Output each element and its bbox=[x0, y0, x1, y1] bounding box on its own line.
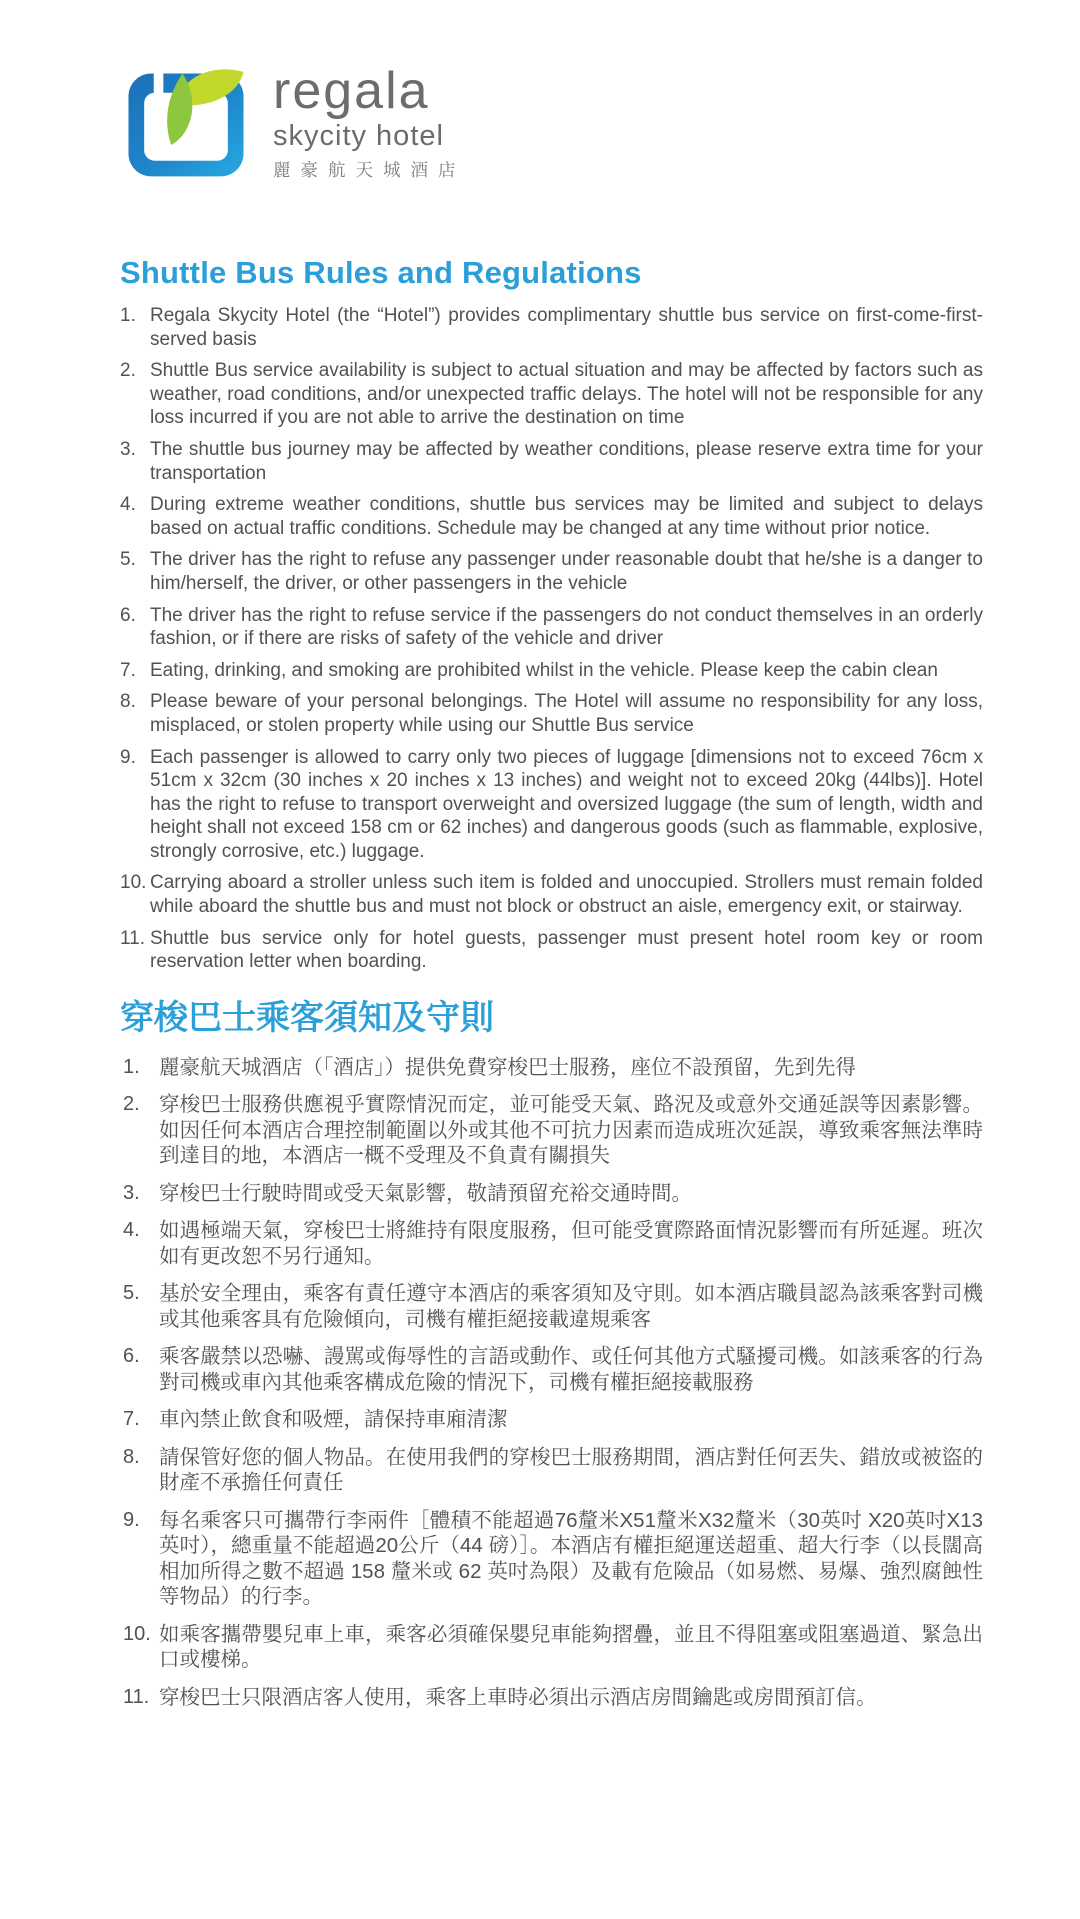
rule-item bbox=[120, 1281, 983, 1332]
rule-text: Please beware of your personal belongings. The Hotel will assume no responsibility for any loss, misplaced, or stolen property while using our Shuttle Bus service bbox=[150, 691, 983, 736]
rule-item bbox=[120, 1092, 983, 1169]
rule-text: The driver has the right to refuse any passenger under reasonable doubt that he/she is a danger to him/herself, the driver, or other passengers in the vehicle bbox=[150, 549, 983, 594]
rule-item bbox=[120, 1622, 983, 1673]
brand-subtitle: skycity hotel bbox=[273, 120, 444, 152]
hotel-logo-icon bbox=[125, 58, 247, 178]
rule-item bbox=[120, 1508, 983, 1610]
rule-text: Shuttle bus service only for hotel guests, passenger must present hotel room key or room reservation letter when boarding. bbox=[150, 927, 983, 973]
rule-number: 9. bbox=[123, 1508, 140, 1531]
brand-text-block bbox=[273, 58, 466, 181]
rule-item bbox=[120, 1407, 983, 1433]
rule-item bbox=[120, 746, 983, 864]
rule-text: 車內禁止飲食和吸煙，請保持車廂清潔 bbox=[159, 1408, 508, 1432]
rule-text: 乘客嚴禁以恐嚇、謾駡或侮辱性的言語或動作、或任何其他方式騷擾司機。如該乘客的行為對司機或車內其他乘客構成危險的情況下，司機有權拒絕接載服務 bbox=[159, 1345, 983, 1394]
rule-number: 8. bbox=[123, 1445, 140, 1468]
rule-number: 8. bbox=[120, 691, 136, 713]
rule-text: During extreme weather conditions, shuttle bus services may be limited and subject to delays based on actual traffic conditions. Schedule may be changed at any time without prior notice. bbox=[150, 494, 983, 539]
rule-number: 5. bbox=[123, 1282, 140, 1305]
rule-text: Regala Skycity Hotel (the “Hotel”) provides complimentary shuttle bus service on first-come-first-served basis bbox=[150, 305, 983, 350]
rule-text: The shuttle bus journey may be affected by weather conditions, please reserve extra time for your transportation bbox=[150, 438, 983, 484]
brand-chinese-name: 麗豪航天城酒店 bbox=[273, 160, 466, 180]
english-rule-list bbox=[120, 304, 983, 974]
rule-text: 如遇極端天氣，穿梭巴士將維持有限度服務，但可能受實際路面情況影響而有所延遲。班次如有更改恕不另行通知。 bbox=[159, 1219, 983, 1268]
rule-item bbox=[120, 1445, 983, 1496]
rule-number: 3. bbox=[123, 1181, 140, 1204]
rule-item bbox=[120, 548, 983, 595]
rule-item bbox=[120, 304, 983, 351]
rule-text: Carrying aboard a stroller unless such item is folded and unoccupied. Strollers must remain folded while aboard the shuttle bus and must not block or obstruct an aisle, emergency exit, or stairway. bbox=[150, 872, 983, 918]
rule-text: 每名乘客只可攜帶行李兩件［體積不能超過76釐米X51釐米X32釐米（30英吋 X20英吋X13 英吋），總重量不能超過20公斤（44 磅）］。本酒店有權拒絕運送超重、超大行李（以長闊高相加所得之數不超過 158 釐米或 62 英吋為限）及載有危險品（如易燃、易爆、強烈腐蝕性等物品）的行李。 bbox=[159, 1508, 983, 1609]
rule-number: 1. bbox=[123, 1055, 140, 1078]
english-section-heading: Shuttle Bus Rules and Regulations bbox=[120, 255, 642, 290]
rule-text: Eating, drinking, and smoking are prohibited whilst in the vehicle. Please keep the cabin clean bbox=[150, 659, 938, 681]
chinese-rules-section bbox=[120, 996, 983, 1711]
chinese-section-heading: 穿梭巴士乘客須知及守則 bbox=[120, 998, 494, 1037]
rule-text: 穿梭巴士只限酒店客人使用，乘客上車時必須出示酒店房間鑰匙或房間預訂信。 bbox=[159, 1685, 877, 1709]
rule-item bbox=[120, 1344, 983, 1395]
rule-text: Each passenger is allowed to carry only two pieces of luggage [dimensions not to exceed 76cm x 51cm x 32cm (30 inches x 20 inches x 13 inches) and weight not to exceed 20kg (44lbs)]. Hotel has the right to refuse to transport overweight and oversized luggage (the sum of length, width and height shall not exceed 158 cm or 62 inches) and dangerous goods (such as flammable, explosive, strongly corrosive, etc.) luggage. bbox=[150, 746, 983, 862]
rule-number: 2. bbox=[120, 360, 136, 382]
rule-number: 3. bbox=[120, 438, 136, 460]
rule-item bbox=[120, 1218, 983, 1269]
rule-number: 6. bbox=[120, 604, 136, 626]
rule-number: 9. bbox=[120, 746, 136, 768]
rule-number: 6. bbox=[123, 1345, 140, 1368]
rule-text: 麗豪航天城酒店（「酒店」）提供免費穿梭巴士服務，座位不設預留，先到先得 bbox=[159, 1055, 856, 1079]
rule-text: Shuttle Bus service availability is subject to actual situation and may be affected by factors such as weather, road conditions, and/or unexpected traffic delays. The hotel will not be responsible for any loss incurred if you are not able to arrive the destination on time bbox=[150, 360, 983, 429]
rule-number: 7. bbox=[120, 659, 136, 681]
document-content bbox=[0, 255, 1080, 1710]
rule-number: 1. bbox=[120, 305, 136, 326]
rule-item bbox=[120, 493, 983, 540]
rule-number: 4. bbox=[120, 494, 136, 516]
rule-number: 4. bbox=[123, 1219, 140, 1242]
logo-notch bbox=[154, 68, 164, 122]
brand-name: regala bbox=[273, 62, 430, 120]
rule-text: 基於安全理由，乘客有責任遵守本酒店的乘客須知及守則。如本酒店職員認為該乘客對司機或其他乘客具有危險傾向，司機有權拒絕接載違規乘客 bbox=[159, 1282, 983, 1331]
rule-item bbox=[120, 871, 983, 918]
rule-item bbox=[120, 604, 983, 651]
rule-item bbox=[120, 927, 983, 974]
rule-item bbox=[120, 690, 983, 737]
rule-item bbox=[120, 659, 983, 683]
rule-item bbox=[120, 1055, 983, 1081]
rule-number: 11. bbox=[120, 927, 146, 949]
rule-text: 如乘客攜帶嬰兒車上車，乘客必須確保嬰兒車能夠摺疊，並且不得阻塞或阻塞過道、緊急出口或樓梯。 bbox=[159, 1622, 983, 1672]
chinese-rule-list bbox=[120, 1055, 983, 1711]
rule-text: 穿梭巴士服務供應視乎實際情況而定，並可能受天氣、路況及或意外交通延誤等因素影響。如因任何本酒店合理控制範圍以外或其他不可抗力因素而造成班次延誤，導致乘客無法準時到達目的地，本酒店一概不受理及不負責有關損失 bbox=[159, 1093, 983, 1168]
rule-number: 11. bbox=[123, 1685, 150, 1708]
rule-number: 2. bbox=[123, 1093, 140, 1116]
english-rules-section bbox=[120, 255, 983, 974]
rule-item bbox=[120, 1685, 983, 1711]
rule-item bbox=[120, 438, 983, 485]
rule-text: 穿梭巴士行駛時間或受天氣影響，敬請預留充裕交通時間。 bbox=[159, 1181, 692, 1205]
rule-number: 5. bbox=[120, 549, 136, 571]
brand-header bbox=[0, 0, 1080, 181]
rule-text: 請保管好您的個人物品。在使用我們的穿梭巴士服務期間，酒店對任何丟失、錯放或被盜的財產不承擔任何責任 bbox=[159, 1445, 983, 1495]
rule-item bbox=[120, 1181, 983, 1207]
rule-number: 10. bbox=[120, 872, 147, 894]
rule-text: The driver has the right to refuse service if the passengers do not conduct themselves in an orderly fashion, or if there are risks of safety of the vehicle and driver bbox=[150, 604, 983, 650]
rule-number: 10. bbox=[123, 1622, 151, 1645]
rule-number: 7. bbox=[123, 1408, 140, 1431]
rule-item bbox=[120, 359, 983, 430]
